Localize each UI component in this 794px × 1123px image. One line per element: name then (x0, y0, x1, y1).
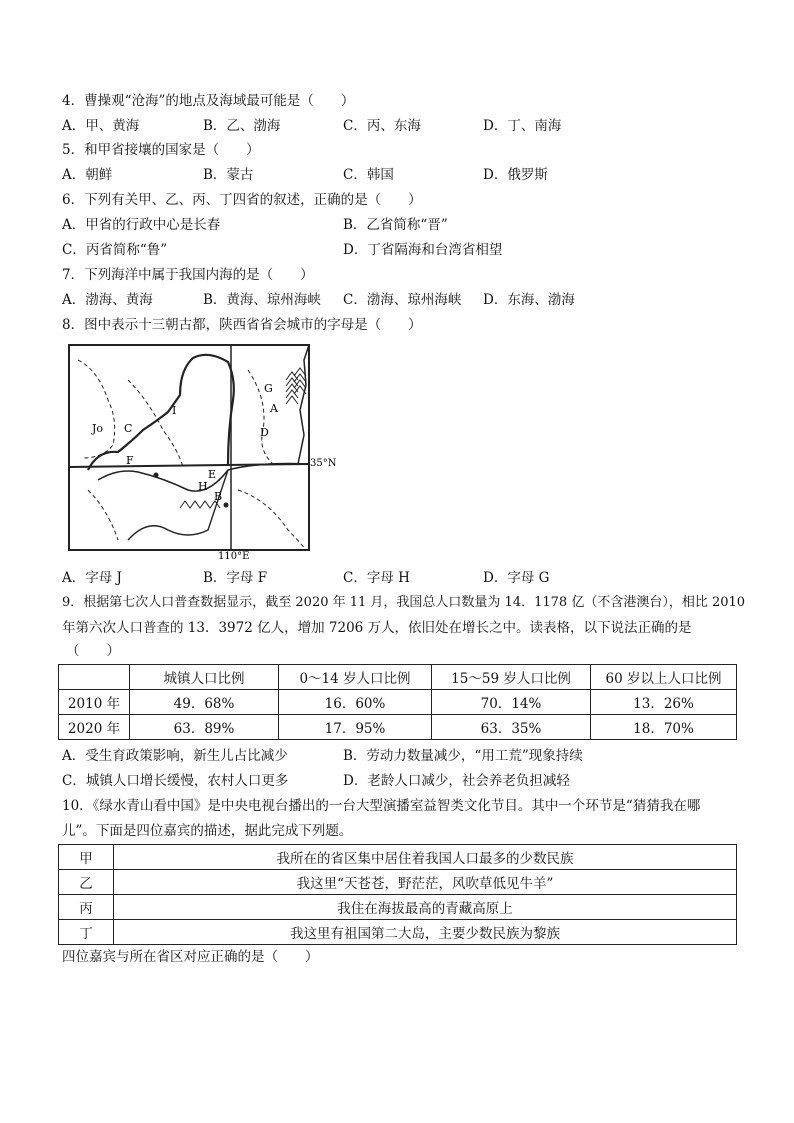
map-frame (69, 345, 309, 550)
table-cell: 13．26% (591, 690, 737, 715)
province-border-1 (78, 360, 115, 458)
guest-description: 我这里有祖国第二大岛，主要少数民族为黎族 (114, 920, 737, 945)
table-header-cell: 60 岁以上人口比例 (591, 665, 737, 690)
table-header-cell (59, 665, 130, 690)
q9-option-d[interactable]: D．老龄人口减少，社会养老负担减轻 (343, 773, 570, 789)
guest-label: 乙 (59, 870, 114, 895)
question-4-stem: 4．曹操观“沧海”的地点及海域最可能是（ ） (62, 93, 355, 109)
guest-label: 丙 (59, 895, 114, 920)
province-border-2 (128, 380, 183, 467)
table-header-cell: 15～59 岁人口比例 (432, 665, 591, 690)
q9-option-a[interactable]: A．受生育政策影响，新生儿占比减少 (62, 748, 288, 764)
question-9-stem-line1: 9．根据第七次人口普查数据显示，截至 2020 年 11 月，我国总人口数量为 14．1178 亿（不含港澳台），相比 2010 (62, 595, 746, 610)
table-cell: 17．95% (279, 715, 432, 740)
question-8-stem: 8．图中表示十三朝古都，陕西省省会城市的字母是（ ） (62, 317, 422, 333)
table-cell: 70．14% (432, 690, 591, 715)
guest-label: 丁 (59, 920, 114, 945)
map-letter-a: A (270, 402, 278, 415)
guest-description: 我所在的省区集中居住着我国人口最多的少数民族 (114, 845, 737, 870)
q7-option-c[interactable]: C．渤海、琼州海峡 (343, 292, 462, 308)
table-row (59, 870, 737, 895)
question-10-followup: 四位嘉宾与所在省区对应正确的是（ ） (62, 949, 319, 965)
map-letter-h: H (198, 480, 208, 493)
city-dot-f (154, 473, 159, 478)
q4-option-d[interactable]: D．丁、南海 (483, 118, 562, 134)
table-cell: 49．68% (130, 690, 279, 715)
question-6-stem: 6．下列有关甲、乙、丙、丁四省的叙述，正确的是（ ） (62, 192, 422, 208)
q4-option-b[interactable]: B．乙、渤海 (203, 118, 281, 134)
china-region-map (68, 340, 348, 560)
question-9-stem-line2: 年第六次人口普查的 13．3972 亿人，增加 7206 万人，依旧处在增长之中。读表格，以下说法正确的是 (62, 620, 692, 636)
table-header-cell: 城镇人口比例 (130, 665, 279, 690)
q8-option-d[interactable]: D．字母 G (483, 570, 550, 586)
map-letter-b: B (214, 490, 223, 503)
coastline (298, 345, 309, 464)
q6-option-a[interactable]: A．甲省的行政中心是长春 (62, 217, 221, 233)
question-5-stem: 5．和甲省接壤的国家是（ ） (62, 142, 260, 158)
q7-option-d[interactable]: D．东海、渤海 (483, 292, 575, 308)
q8-option-a[interactable]: A．字母 J (62, 570, 122, 586)
guest-table (58, 844, 737, 945)
table-header-cell: 0～14 岁人口比例 (279, 665, 432, 690)
question-10-stem-line2: 儿”。下面是四位嘉宾的描述，据此完成下列题。 (62, 823, 353, 839)
q4-option-a[interactable]: A．甲、黄海 (62, 118, 140, 134)
question-7-stem: 7．下列海洋中属于我国内海的是（ ） (62, 267, 314, 283)
province-border-5 (88, 490, 118, 540)
table-row (59, 690, 737, 715)
q9-option-b[interactable]: B．劳动力数量减少，“用工荒”现象持续 (343, 748, 583, 764)
q6-option-b[interactable]: B．乙省简称“晋” (343, 217, 448, 233)
table-cell: 18．70% (591, 715, 737, 740)
map-letter-e: E (208, 468, 217, 481)
table-row (59, 895, 737, 920)
table-row (59, 715, 737, 740)
map-letter-i: I (172, 404, 177, 417)
q5-option-a[interactable]: A．朝鲜 (62, 167, 113, 183)
table-cell: 2020 年 (59, 715, 130, 740)
province-border-4 (238, 490, 306, 550)
table-header-row (59, 665, 737, 690)
q9-option-c[interactable]: C．城镇人口增长缓慢，农村人口更多 (62, 773, 289, 789)
q8-option-c[interactable]: C．字母 H (343, 570, 410, 586)
guest-label: 甲 (59, 845, 114, 870)
map-longitude-label: 110°E (218, 551, 250, 560)
q7-option-a[interactable]: A．渤海、黄海 (62, 292, 153, 308)
yellow-river (88, 355, 234, 470)
map-letter-g: G (264, 382, 273, 395)
table-cell: 16．60% (279, 690, 432, 715)
map-letter-c: C (124, 422, 133, 435)
q5-option-c[interactable]: C．韩国 (343, 167, 394, 183)
map-letter-f: F (126, 454, 134, 467)
q7-option-b[interactable]: B．黄海、琼州海峡 (203, 292, 321, 308)
map-latitude-label: 35°N (310, 458, 337, 469)
city-dot-b (224, 503, 229, 508)
map-letter-d: D (260, 426, 269, 439)
table-row (59, 920, 737, 945)
table-row (59, 845, 737, 870)
q5-option-d[interactable]: D．俄罗斯 (483, 167, 548, 183)
guest-description: 我住在海拔最高的青藏高原上 (114, 895, 737, 920)
q4-option-c[interactable]: C．丙、东海 (343, 118, 421, 134)
guest-description: 我这里“天苍苍，野茫茫，风吹草低见牛羊” (114, 870, 737, 895)
question-10-stem-line1: 10．《绿水青山看中国》是中央电视台播出的一台大型演播室益智类文化节目。其中一个环节是“猜猜我在哪 (62, 798, 701, 814)
q6-option-d[interactable]: D．丁省隔海和台湾省相望 (343, 242, 503, 258)
q6-option-c[interactable]: C．丙省简称“鲁” (62, 242, 168, 258)
q8-option-b[interactable]: B．字母 F (203, 570, 268, 586)
table-cell: 63．89% (130, 715, 279, 740)
table-cell: 63．35% (432, 715, 591, 740)
map-letter-jo: Jo (92, 422, 104, 435)
question-9-stem-line3: （ ） (66, 643, 120, 659)
population-table (58, 664, 737, 740)
table-cell: 2010 年 (59, 690, 130, 715)
q5-option-b[interactable]: B．蒙古 (203, 167, 254, 183)
